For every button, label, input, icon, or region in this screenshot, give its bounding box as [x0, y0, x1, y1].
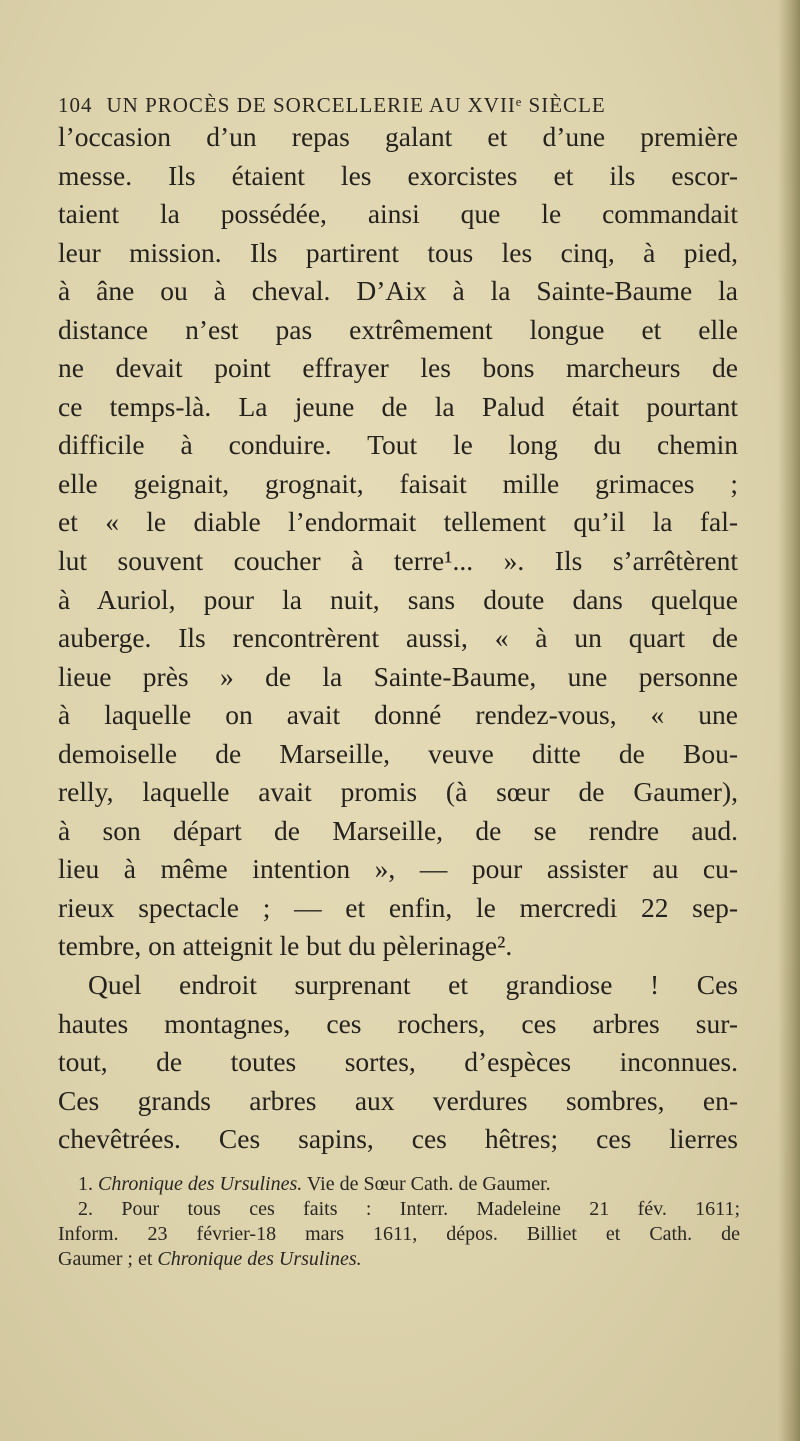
- running-title: UN PROCÈS DE SORCELLERIE AU XVIIᵉ SIÈCLE: [106, 93, 606, 117]
- footnote-2-line: Inform. 23 février-18 mars 1611, dépos. Billiet et Cath. de: [58, 1223, 740, 1245]
- footnote-1-number: 1.: [78, 1173, 93, 1195]
- text-line: l’occasion d’un repas galant et d’une première: [58, 121, 738, 152]
- text-line: ce temps-là. La jeune de la Palud était pourtant: [58, 390, 738, 422]
- footnote-2-line: 2. Pour tous ces faits : Interr. Madeleine 21 fév. 1611;: [78, 1198, 740, 1220]
- footnote-2-line: [58, 1247, 740, 1272]
- text-line: à son départ de Marseille, de se rendre aud.: [58, 814, 738, 846]
- footnote-1-title: Chronique des Ursulines.: [98, 1173, 303, 1195]
- text-line: tembre, on atteignit le but du pèlerinage².: [58, 930, 513, 962]
- text-line: elle geignait, grognait, faisait mille grimaces ;: [58, 467, 738, 499]
- text-line: lieu à même intention », — pour assister au cu-: [58, 853, 738, 885]
- footnote-2-title: Chronique des Ursulines.: [157, 1248, 362, 1270]
- text-line-paragraph-start: Quel endroit surprenant et grandiose ! Ces: [88, 969, 738, 1001]
- text-line: difficile à conduire. Tout le long du chemin: [58, 429, 738, 461]
- text-line: demoiselle de Marseille, veuve ditte de Bou-: [58, 737, 738, 769]
- footnotes: [58, 1172, 740, 1272]
- text-line: distance n’est pas extrêmement longue et elle: [58, 313, 738, 345]
- footnote-1-text: Vie de Sœur Cath. de Gaumer.: [306, 1173, 551, 1195]
- text-line: et « le diable l’endormait tellement qu’il la fal-: [58, 506, 738, 538]
- footnote-1: [58, 1172, 740, 1197]
- text-line: taient la possédée, ainsi que le commandait: [58, 198, 738, 230]
- text-line: Ces grands arbres aux verdures sombres, en-: [58, 1084, 738, 1116]
- text-line: lut souvent coucher à terre¹... ». Ils s’arrêtèrent: [58, 545, 738, 577]
- text-line: auberge. Ils rencontrèrent aussi, « à un quart de: [58, 622, 738, 654]
- text-line: relly, laquelle avait promis (à sœur de Gaumer),: [58, 776, 738, 808]
- running-header: [58, 93, 748, 118]
- page-number: 104: [58, 93, 93, 117]
- text-line: à âne ou à cheval. D’Aix à la Sainte-Baume la: [58, 275, 738, 307]
- text-line: hautes montagnes, ces rochers, ces arbres sur-: [58, 1007, 738, 1039]
- footnote-2-text: Gaumer ; et: [58, 1248, 153, 1270]
- text-line: messe. Ils étaient les exorcistes et ils escor-: [58, 159, 738, 191]
- text-line: lieue près » de la Sainte-Baume, une personne: [58, 660, 738, 692]
- text-line: tout, de toutes sortes, d’espèces inconnues.: [58, 1046, 738, 1078]
- text-line: chevêtrées. Ces sapins, ces hêtres; ces lierres: [58, 1123, 738, 1155]
- text-line: ne devait point effrayer les bons marcheurs de: [58, 352, 738, 384]
- text-line: leur mission. Ils partirent tous les cinq, à pied,: [58, 236, 738, 268]
- text-line: rieux spectacle ; — et enfin, le mercredi 22 sep-: [58, 891, 738, 923]
- text-line: à Auriol, pour la nuit, sans doute dans quelque: [58, 583, 738, 615]
- text-line: à laquelle on avait donné rendez-vous, « une: [58, 699, 738, 731]
- page-edge-shadow: [778, 0, 800, 1441]
- body-text: [58, 118, 738, 1159]
